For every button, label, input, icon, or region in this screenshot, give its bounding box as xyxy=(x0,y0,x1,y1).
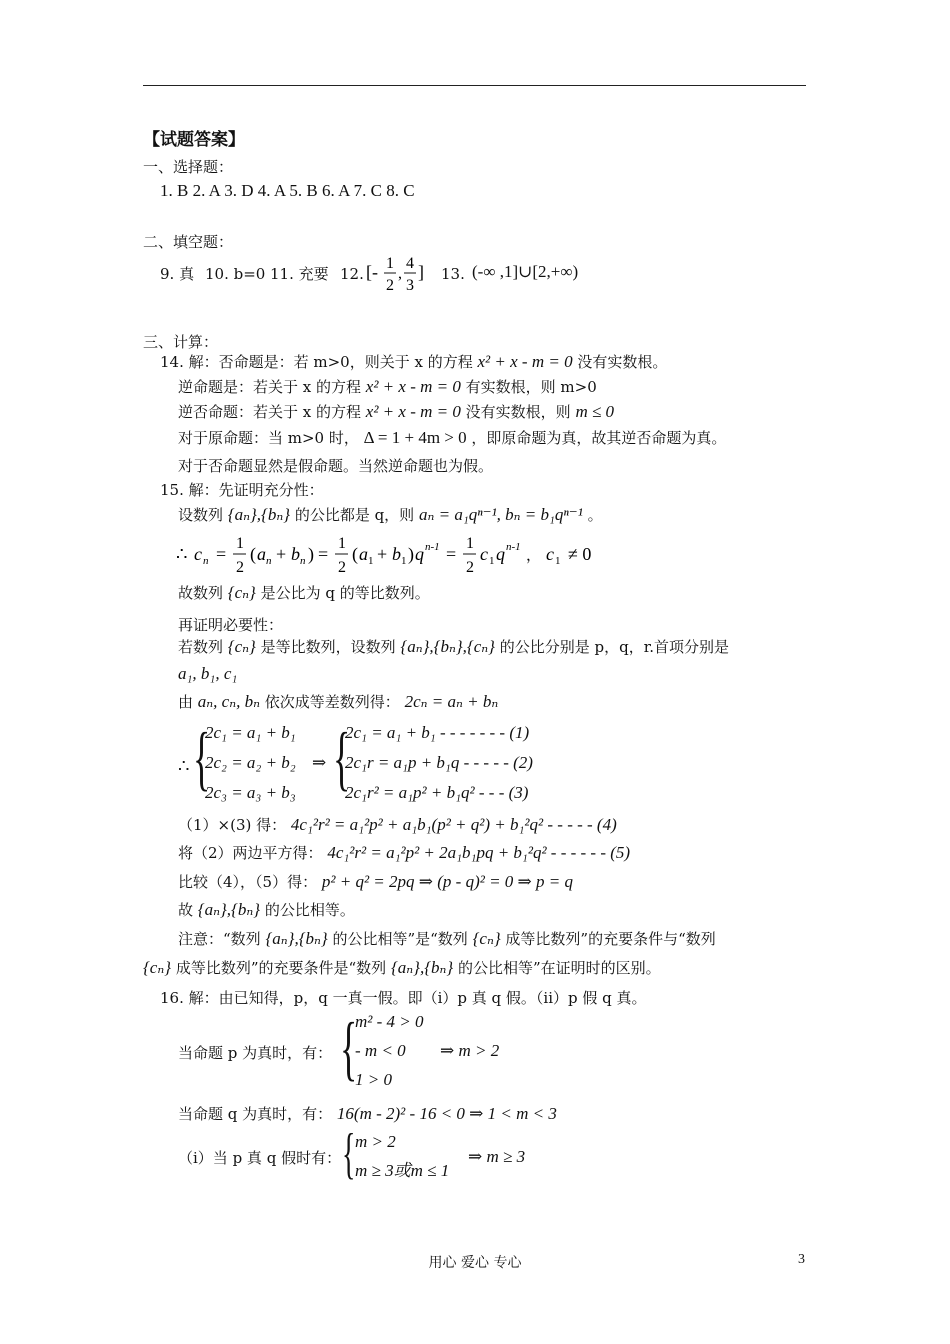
p14-converse-end: 有实数根，则 m>0 xyxy=(465,378,597,396)
svg-text:b: b xyxy=(392,544,401,564)
svg-text:2: 2 xyxy=(236,559,244,576)
svg-text:q: q xyxy=(496,544,505,564)
p15-hence-text: 故数列 xyxy=(178,584,224,602)
sys-left-eq1: 2c₁ = a₁ + b₁ xyxy=(205,723,296,742)
p16-q-true-eq: 16(m - 2)² - 16 < 0 ⇒ 1 < m < 3 xyxy=(336,1104,557,1123)
svg-text:,: , xyxy=(398,265,402,282)
svg-text:b: b xyxy=(291,544,300,564)
svg-text:1: 1 xyxy=(555,555,561,567)
p15-by-seq: aₙ, cₙ, bₙ xyxy=(197,692,261,711)
p15-by-mid: 依次成等差数列得： xyxy=(264,693,400,711)
p14-contrapositive-text: 逆否命题：若关于 x 的方程 xyxy=(178,403,361,421)
svg-text:1: 1 xyxy=(489,555,495,567)
note-text-b: 的公比相等”是“数列 xyxy=(332,930,468,948)
page-footer: 用心 爱心 专心 xyxy=(428,1255,522,1271)
p15-eq4: 4c₁²r² = a₁²p² + a₁b₁(p² + q²) + b₁²q² - - - - - (4) xyxy=(290,815,617,834)
sys-left-eq2: 2c₂ = a₂ + b₂ xyxy=(205,753,296,772)
svg-text:c: c xyxy=(194,544,202,564)
p16-sys2-eq1: m > 2 xyxy=(355,1132,396,1151)
p15-line5: 再证明必要性： xyxy=(178,616,284,634)
note2-seq-1: {cₙ} xyxy=(143,958,172,977)
svg-text:1: 1 xyxy=(236,535,244,552)
p16-sys1-result: ⇒ m > 2 xyxy=(440,1041,500,1060)
p15-line12 xyxy=(178,900,355,920)
p15-by-text: 由 xyxy=(178,693,194,711)
p15-line11 xyxy=(178,872,573,892)
svg-text:≠ 0: ≠ 0 xyxy=(568,544,592,564)
fill-answer-12-expr xyxy=(365,248,435,298)
header-rule xyxy=(143,85,806,86)
svg-text:1: 1 xyxy=(386,255,394,272)
p14-discriminant: Δ = 1 + 4m > 0 xyxy=(363,428,467,447)
p14-line5: 对于否命题显然是假命题。当然逆命题也为假。 xyxy=(178,457,494,475)
svg-text:2: 2 xyxy=(386,277,394,294)
p14-contrapositive-mid: 没有实数根，则 xyxy=(465,403,571,421)
note-seq-1: {aₙ},{bₙ} xyxy=(265,929,328,948)
p16-q-true-label: 当命题 q 为真时，有： xyxy=(178,1105,333,1123)
p14-equation-3: x² + x - m = 0 xyxy=(365,402,461,421)
svg-text:q: q xyxy=(415,544,424,564)
p15-period: 。 xyxy=(587,506,603,524)
note2-text-b: 的公比相等”在证明时的区别。 xyxy=(457,959,661,977)
p15-if-mid: 是等比数列，设数列 xyxy=(260,638,396,656)
left-brace-2: { xyxy=(333,718,351,798)
fill-answer-13-expr: (-∞ ,1]∪[2,+∞) xyxy=(472,262,579,281)
note-text-a: 注意：“数列 xyxy=(178,930,261,948)
p15-line9 xyxy=(178,815,617,835)
p16-sys2-eq2: m ≥ 3或m ≤ 1 xyxy=(355,1161,450,1180)
p14-equation-2: x² + x - m = 0 xyxy=(365,377,461,396)
p15-square-text: 将（2）两边平方得： xyxy=(178,844,323,862)
p16-sys1-eq3: 1 > 0 xyxy=(355,1070,392,1089)
p14-original-text: 对于原命题：当 m>0 时， xyxy=(178,429,359,447)
svg-text:a: a xyxy=(359,544,368,564)
svg-text:+: + xyxy=(377,544,388,564)
answers-heading: 【试题答案】 xyxy=(143,130,245,150)
therefore-symbol: ∴ xyxy=(178,756,190,776)
p15-line1: 15. 解：先证明充分性： xyxy=(160,481,324,499)
svg-text:∴: ∴ xyxy=(176,544,188,564)
sys-right-eq1: 2c₁ = a₁ + b₁ - - - - - - - (1) xyxy=(345,723,530,742)
svg-text:): ) xyxy=(308,544,314,564)
p14-negation-text: 14. 解：否命题是：若 m>0，则关于 x 的方程 xyxy=(160,353,473,371)
p15-if-seqs: {aₙ},{bₙ},{cₙ} xyxy=(400,637,495,656)
p15-therefore-equation xyxy=(176,528,616,584)
p14-line4 xyxy=(178,428,726,448)
svg-text:n: n xyxy=(300,555,306,567)
fill-answer-9: 9. 真 xyxy=(160,265,195,283)
svg-text:=: = xyxy=(446,544,457,564)
svg-text:2: 2 xyxy=(466,559,474,576)
p15-multiply-text: （1）×(3) 得： xyxy=(178,816,287,834)
svg-text:3: 3 xyxy=(406,277,414,294)
p15-hence-end: 是公比为 q 的等比数列。 xyxy=(260,584,430,602)
p16-line1: 16. 解：由已知得，p，q 一真一假。即（i）p 真 q 假。（ii）p 假 q 真。 xyxy=(160,989,647,1007)
p16-brace-1: { xyxy=(340,1008,358,1088)
p15-if-text: 若数列 xyxy=(178,638,224,656)
p14-line1 xyxy=(160,352,667,372)
p14-line2 xyxy=(178,377,597,397)
p14-contrapositive-cond: m ≤ 0 xyxy=(575,402,615,421)
svg-text:): ) xyxy=(408,544,414,564)
p15-line2 xyxy=(178,505,603,525)
p16-brace-2: { xyxy=(342,1123,356,1185)
svg-text:]: ] xyxy=(418,262,424,282)
p15-thus-end: 的公比相等。 xyxy=(264,901,355,919)
svg-text:(: ( xyxy=(250,544,256,564)
section-choice-title: 一、选择题： xyxy=(143,158,234,176)
p15-thus-text: 故 xyxy=(178,901,194,919)
p15-if-seq: {cₙ} xyxy=(227,637,256,656)
p14-line3 xyxy=(178,402,614,422)
svg-text:，: ， xyxy=(526,548,542,564)
svg-text:n-1: n-1 xyxy=(506,541,521,553)
svg-text:(: ( xyxy=(352,544,358,564)
svg-text:1: 1 xyxy=(338,535,346,552)
p15-eq5: 4c₁²r² = a₁²p² + 2a₁b₁pq + b₁²q² - - - - - - (5) xyxy=(327,843,631,862)
svg-text:c: c xyxy=(546,544,554,564)
fill-answer-13-label: 13. xyxy=(441,265,465,283)
svg-text:1: 1 xyxy=(368,555,374,567)
p16-p-true-label: 当命题 p 为真时，有： xyxy=(178,1044,333,1062)
svg-text:1: 1 xyxy=(401,555,407,567)
p15-thus-seq: {aₙ},{bₙ} xyxy=(197,900,261,919)
svg-text:[-: [- xyxy=(366,262,378,282)
p15-arith-eq: 2cₙ = aₙ + bₙ xyxy=(404,692,499,711)
svg-text:=: = xyxy=(318,544,329,564)
fill-answer-11: 11. 充要 xyxy=(270,265,329,283)
sys-left-eq3: 2c₃ = a₃ + b₃ xyxy=(205,783,296,802)
p15-if-end: 的公比分别是 p，q，r.首项分别是 xyxy=(499,638,729,656)
fill-answer-10: 10. b=0 xyxy=(205,265,266,283)
page-number: 3 xyxy=(798,1252,805,1267)
p15-assume-mid: 的公比都是 q，则 xyxy=(294,506,415,524)
choice-answers: 1. B 2. A 3. D 4. A 5. B 6. A 7. C 8. C xyxy=(160,181,415,200)
p15-line8 xyxy=(178,692,498,712)
p14-equation: x² + x - m = 0 xyxy=(477,352,573,371)
p16-line3 xyxy=(178,1104,557,1124)
svg-text:4: 4 xyxy=(406,255,414,272)
svg-text:+: + xyxy=(276,544,287,564)
p14-converse-text: 逆命题是：若关于 x 的方程 xyxy=(178,378,361,396)
p15-note-line2 xyxy=(143,958,661,978)
note-text-c: 成等比数列”的充要条件与“数列 xyxy=(505,930,716,948)
sys-right-eq3: 2c₁r² = a₁p² + b₁q² - - - (3) xyxy=(345,783,529,802)
p15-compare-eq: p² + q² = 2pq ⇒ (p - q)² = 0 ⇒ p = q xyxy=(321,872,574,891)
svg-text:a: a xyxy=(257,544,266,564)
p15-line6 xyxy=(178,637,729,657)
p16-sys1-eq2: - m < 0 xyxy=(355,1041,406,1060)
implies-arrow: ⇒ xyxy=(312,753,327,772)
p14-original-end: ，即原命题为真，故其逆否命题为真。 xyxy=(471,429,727,447)
p15-sequence-c: {cₙ} xyxy=(227,583,256,602)
svg-text:2: 2 xyxy=(338,559,346,576)
p15-compare-text: 比较（4），（5）得： xyxy=(178,873,318,891)
left-brace-1: { xyxy=(193,718,211,798)
p15-note-line1 xyxy=(178,929,716,949)
p16-sys2-result: ⇒ m ≥ 3 xyxy=(468,1147,526,1166)
svg-text:n-1: n-1 xyxy=(425,541,440,553)
note-seq-2: {cₙ} xyxy=(472,929,501,948)
p15-sequences-ab: {aₙ},{bₙ} xyxy=(227,505,291,524)
p15-first-terms: a₁, b₁, c₁ xyxy=(178,664,238,683)
note2-text-a: 成等比数列”的充要条件是“数列 xyxy=(175,959,387,977)
p15-line4 xyxy=(178,583,430,603)
svg-text:1: 1 xyxy=(466,535,474,552)
p15-general-terms: aₙ = a₁qⁿ⁻¹, bₙ = b₁qⁿ⁻¹ xyxy=(418,505,583,524)
svg-text:n: n xyxy=(266,555,272,567)
fill-answer-12-label: 12. xyxy=(340,265,364,283)
p14-negation-end: 没有实数根。 xyxy=(577,353,668,371)
svg-text:c: c xyxy=(480,544,488,564)
svg-text:n: n xyxy=(203,555,209,567)
p16-sys1-eq1: m² - 4 > 0 xyxy=(355,1012,424,1031)
section-fill-title: 二、填空题： xyxy=(143,233,234,251)
sys-right-eq2: 2c₁r = a₁p + b₁q - - - - - (2) xyxy=(345,753,533,772)
p15-assume-text: 设数列 xyxy=(178,506,224,524)
svg-text:=: = xyxy=(216,544,227,564)
section-calc-title: 三、计算： xyxy=(143,333,219,351)
p16-case-i-label: （i）当 p 真 q 假时有： xyxy=(178,1149,342,1167)
p15-line10 xyxy=(178,843,630,863)
note2-seq-2: {aₙ},{bₙ} xyxy=(390,958,454,977)
